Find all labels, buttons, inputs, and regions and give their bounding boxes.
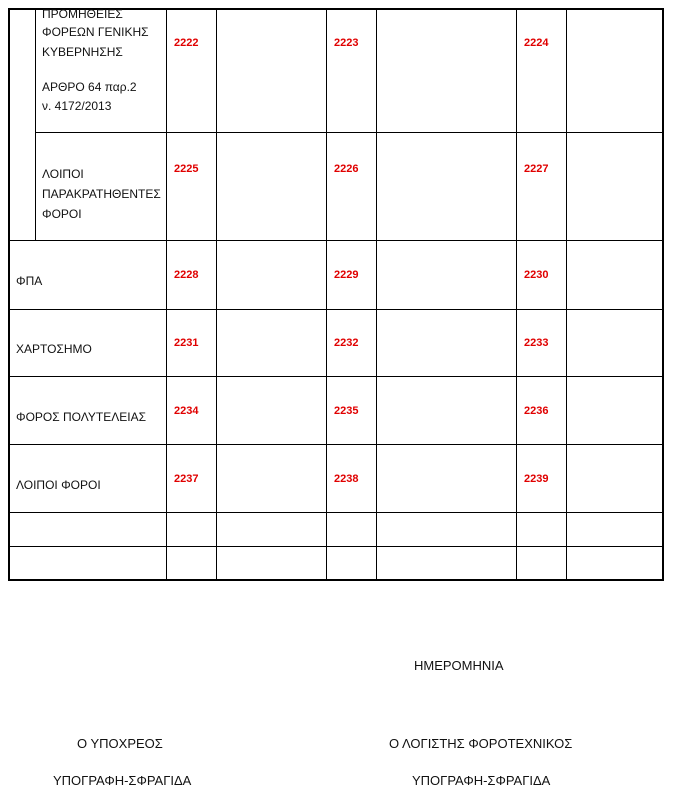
- amount-cell[interactable]: [377, 10, 516, 132]
- field-code: 2227: [524, 163, 549, 175]
- amount-cell[interactable]: [567, 445, 662, 512]
- amount-cell[interactable]: [567, 241, 662, 309]
- table-border-bottom: [8, 579, 664, 581]
- field-code: 2228: [174, 269, 199, 281]
- amount-cell[interactable]: [567, 10, 662, 132]
- amount-cell[interactable]: [377, 310, 516, 376]
- row-label-line: ΦΟΡΕΩΝ ΓΕΝΙΚΗΣ: [42, 25, 149, 39]
- accountant-label: Ο ΛΟΓΙΣΤΗΣ ΦΟΡΟΤΕΧΝΙΚΟΣ: [389, 736, 573, 751]
- field-code: 2236: [524, 405, 549, 417]
- row-label-line: ΚΥΒΕΡΝΗΣΗΣ: [42, 45, 123, 59]
- field-code: 2238: [334, 473, 359, 485]
- empty-table-row[interactable]: [10, 547, 662, 579]
- amount-cell[interactable]: [217, 10, 326, 132]
- row-label-line: ΦΟΡΟΙ: [42, 207, 82, 221]
- empty-table-row[interactable]: [10, 513, 662, 546]
- row-note-line: ν. 4172/2013: [42, 99, 112, 113]
- amount-cell[interactable]: [217, 241, 326, 309]
- amount-cell[interactable]: [567, 377, 662, 444]
- date-label: ΗΜΕΡΟΜΗΝΙΑ: [414, 658, 504, 673]
- amount-cell[interactable]: [567, 310, 662, 376]
- row-label: ΦΟΡΟΣ ΠΟΛΥΤΕΛΕΙΑΣ: [16, 410, 147, 424]
- table-row-divider: [8, 240, 664, 241]
- row-note-line: ΑΡΘΡΟ 64 παρ.2: [42, 80, 137, 94]
- row-label-line: ΛΟΙΠΟΙ: [42, 167, 84, 181]
- table-border-right: [662, 8, 664, 581]
- field-code: 2226: [334, 163, 359, 175]
- field-code: 2234: [174, 405, 199, 417]
- amount-cell[interactable]: [217, 310, 326, 376]
- table-border-left: [8, 8, 10, 581]
- amount-cell[interactable]: [377, 445, 516, 512]
- table-inner-left: [35, 8, 36, 240]
- amount-cell[interactable]: [567, 133, 662, 240]
- field-code: 2235: [334, 405, 359, 417]
- field-code: 2225: [174, 163, 199, 175]
- obligor-label: Ο ΥΠΟΧΡΕΟΣ: [77, 736, 163, 751]
- table-col-divider: [326, 8, 327, 581]
- row-label: ΦΠΑ: [16, 274, 43, 288]
- field-code: 2231: [174, 337, 199, 349]
- field-code: 2232: [334, 337, 359, 349]
- amount-cell[interactable]: [377, 241, 516, 309]
- field-code: 2239: [524, 473, 549, 485]
- accountant-signature-label: ΥΠΟΓΡΑΦΗ-ΣΦΡΑΓΙΔΑ: [412, 773, 551, 788]
- obligor-signature-label: ΥΠΟΓΡΑΦΗ-ΣΦΡΑΓΙΔΑ: [53, 773, 192, 788]
- table-row-divider: [8, 376, 664, 377]
- row-label: ΛΟΙΠΟΙ ΦΟΡΟΙ: [16, 478, 101, 492]
- field-code: 2224: [524, 37, 549, 49]
- amount-cell[interactable]: [217, 377, 326, 444]
- table-row-divider: [8, 309, 664, 310]
- field-code: 2223: [334, 37, 359, 49]
- amount-cell[interactable]: [377, 377, 516, 444]
- row-label: ΧΑΡΤΟΣΗΜΟ: [16, 342, 92, 356]
- table-row-divider: [8, 444, 664, 445]
- table-col-divider: [516, 8, 517, 581]
- field-code: 2233: [524, 337, 549, 349]
- row-label-line: ΠΑΡΑΚΡΑΤΗΘΕΝΤΕΣ: [42, 187, 161, 201]
- field-code: 2222: [174, 37, 199, 49]
- amount-cell[interactable]: [217, 133, 326, 240]
- field-code: 2229: [334, 269, 359, 281]
- field-code: 2237: [174, 473, 199, 485]
- table-col-divider: [166, 8, 167, 581]
- row-label-line: ΠΡΟΜΗΘΕΙΕΣ: [42, 7, 123, 21]
- amount-cell[interactable]: [377, 133, 516, 240]
- field-code: 2230: [524, 269, 549, 281]
- amount-cell[interactable]: [217, 445, 326, 512]
